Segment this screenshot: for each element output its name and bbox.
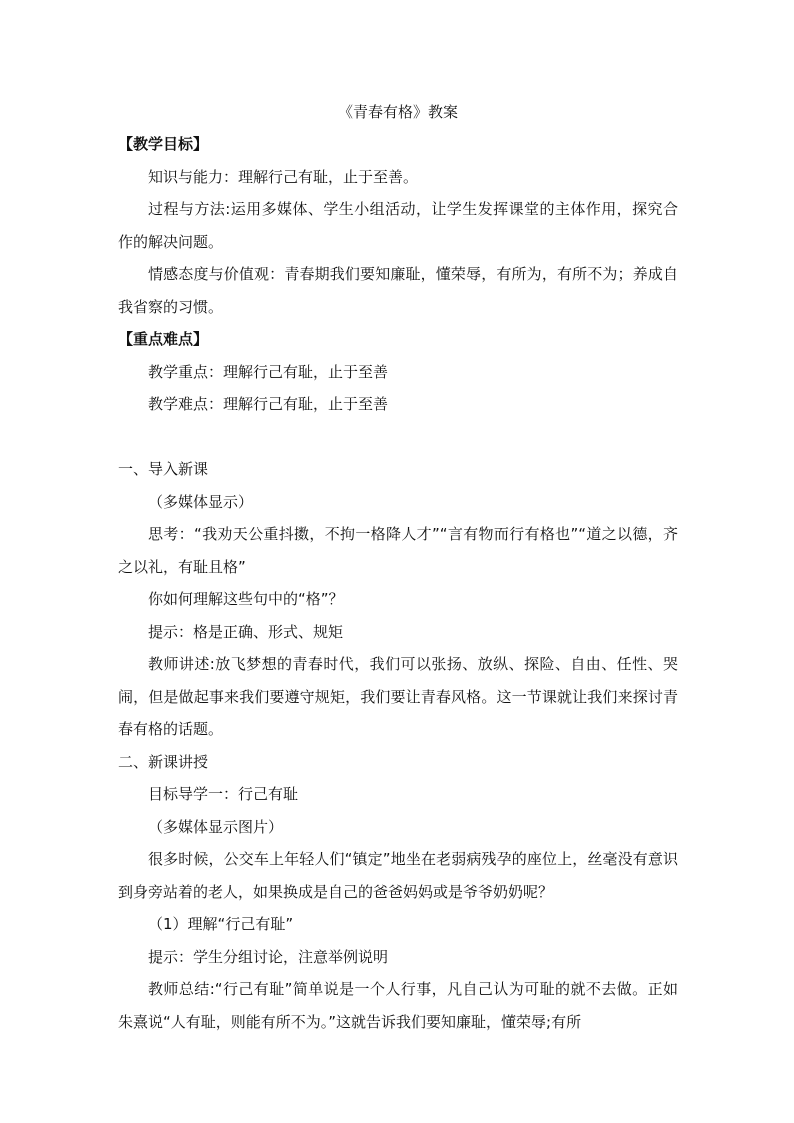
document-page — [118, 96, 678, 1038]
section-heading-goals: 【教学目标】 — [118, 135, 209, 153]
part2-media-pic: （多媒体显示图片） — [148, 817, 284, 836]
part1-question: 你如何理解这些句中的“格”？ — [148, 590, 344, 608]
part2-target1: 目标导学一：行己有耻 — [148, 785, 299, 803]
part2-scene: 很多时候，公交车上年轻人们“镇定”地坐在老弱病残孕的座位上，丝毫没有意识到身旁站着的老人，如果换成是自己的爸爸妈妈或是爷爷奶奶呢？ — [118, 850, 678, 901]
part1-think: 思考：“我劝天公重抖擞，不拘一格降人才”“言有物而行有格也”“道之以德，齐之以礼，有耻且格” — [118, 525, 678, 576]
part1-media: （多媒体显示） — [148, 492, 254, 511]
page-title: 《青春有格》教案 — [337, 103, 458, 121]
part1-teacher: 教师讲述:放飞梦想的青春时代，我们可以张扬、放纵、探险、自由、任性、哭闹，但是做起事来我们要遵守规矩，我们要让青春风格。这一节课就让我们来探讨青春有格的话题。 — [118, 655, 678, 738]
section-heading-key-points: 【重点难点】 — [118, 330, 209, 348]
blank-line — [118, 421, 678, 454]
part2-sub1: （1）理解“行己有耻” — [148, 915, 294, 933]
difficult-point: 教学难点：理解行己有耻，止于至善 — [148, 395, 389, 413]
part2-heading: 二、新课讲授 — [118, 752, 209, 771]
part2-summary: 教师总结:“行己有耻”简单说是一个人行事，凡自己认为可耻的就不去做。正如朱熹说“人有耻，则能有所不为。”这就告诉我们要知廉耻，懂荣辱;有所 — [118, 980, 678, 1031]
goal-knowledge: 知识与能力：理解行己有耻，止于至善。 — [148, 167, 419, 186]
key-point: 教学重点：理解行己有耻，止于至善 — [148, 362, 389, 381]
goal-emotion: 情感态度与价值观：青春期我们要知廉耻，懂荣辱，有所为，有所不为；养成自我省察的习惯。 — [118, 265, 678, 316]
part1-heading: 一、导入新课 — [118, 460, 209, 478]
goal-process: 过程与方法:运用多媒体、学生小组活动，让学生发挥课堂的主体作用，探究合作的解决问题。 — [118, 200, 678, 251]
part1-hint: 提示：格是正确、形式、规矩 — [148, 622, 344, 641]
part2-hint: 提示：学生分组讨论，注意举例说明 — [148, 947, 389, 966]
